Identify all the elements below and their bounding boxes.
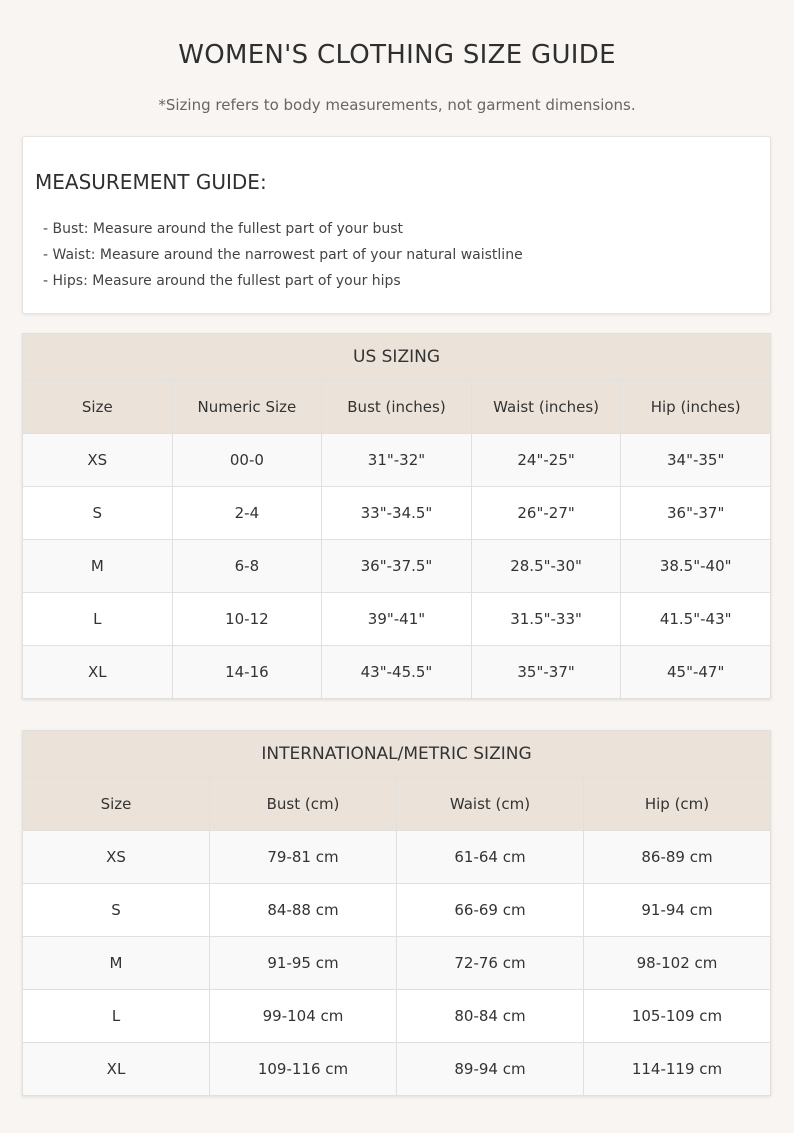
us-sizing-table: [22, 333, 771, 699]
table-cell: 24"-25": [471, 434, 621, 487]
table-cell: 45"-47": [621, 646, 771, 699]
us-sizing-title: US SIZING: [23, 334, 771, 381]
table-cell: 26"-27": [471, 487, 621, 540]
table-cell: 00-0: [172, 434, 322, 487]
table-row: [23, 540, 771, 593]
table-row: [23, 990, 771, 1043]
table-cell: 84-88 cm: [210, 884, 397, 937]
us-col-bust: Bust (inches): [322, 381, 472, 434]
table-cell: 99-104 cm: [210, 990, 397, 1043]
table-cell: 36"-37.5": [322, 540, 472, 593]
table-row: [23, 884, 771, 937]
intl-col-size: Size: [23, 778, 210, 831]
table-cell: 34"-35": [621, 434, 771, 487]
table-cell: L: [23, 990, 210, 1043]
intl-sizing-title: INTERNATIONAL/METRIC SIZING: [23, 731, 771, 778]
table-row: [23, 937, 771, 990]
table-cell: 66-69 cm: [397, 884, 584, 937]
table-row: [23, 1043, 771, 1096]
table-cell: 28.5"-30": [471, 540, 621, 593]
table-cell: 43"-45.5": [322, 646, 472, 699]
table-cell: 79-81 cm: [210, 831, 397, 884]
table-cell: 39"-41": [322, 593, 472, 646]
page-title: WOMEN'S CLOTHING SIZE GUIDE: [178, 40, 616, 70]
table-cell: 91-95 cm: [210, 937, 397, 990]
table-cell: S: [23, 487, 173, 540]
measurement-guide-title: MEASUREMENT GUIDE:: [35, 170, 267, 194]
table-row: [23, 434, 771, 487]
table-cell: 114-119 cm: [584, 1043, 771, 1096]
measurement-item-hips: - Hips: Measure around the fullest part of your hips: [43, 273, 401, 289]
table-cell: 36"-37": [621, 487, 771, 540]
measurement-guide-list: [43, 216, 523, 294]
table-cell: L: [23, 593, 173, 646]
us-col-waist: Waist (inches): [471, 381, 621, 434]
table-cell: 33"-34.5": [322, 487, 472, 540]
table-cell: XL: [23, 1043, 210, 1096]
table-cell: 10-12: [172, 593, 322, 646]
table-cell: 105-109 cm: [584, 990, 771, 1043]
table-cell: 31.5"-33": [471, 593, 621, 646]
table-cell: 35"-37": [471, 646, 621, 699]
table-row: [23, 831, 771, 884]
measurement-item-bust: - Bust: Measure around the fullest part of your bust: [43, 221, 403, 237]
table-cell: 91-94 cm: [584, 884, 771, 937]
measurement-item-waist: - Waist: Measure around the narrowest part of your natural waistline: [43, 247, 523, 263]
intl-col-hip: Hip (cm): [584, 778, 771, 831]
table-cell: 6-8: [172, 540, 322, 593]
intl-col-bust: Bust (cm): [210, 778, 397, 831]
table-cell: XS: [23, 831, 210, 884]
table-cell: XL: [23, 646, 173, 699]
table-cell: 98-102 cm: [584, 937, 771, 990]
us-col-numeric-size: Numeric Size: [172, 381, 322, 434]
table-cell: 109-116 cm: [210, 1043, 397, 1096]
table-cell: 72-76 cm: [397, 937, 584, 990]
table-cell: S: [23, 884, 210, 937]
table-cell: 14-16: [172, 646, 322, 699]
table-cell: XS: [23, 434, 173, 487]
table-cell: 31"-32": [322, 434, 472, 487]
page-subtitle: *Sizing refers to body measurements, not garment dimensions.: [158, 96, 636, 114]
table-cell: M: [23, 937, 210, 990]
us-col-hip: Hip (inches): [621, 381, 771, 434]
measurement-guide-card: [22, 136, 771, 314]
intl-col-waist: Waist (cm): [397, 778, 584, 831]
us-col-size: Size: [23, 381, 173, 434]
table-cell: M: [23, 540, 173, 593]
table-cell: 89-94 cm: [397, 1043, 584, 1096]
table-row: [23, 646, 771, 699]
intl-sizing-table: [22, 730, 771, 1096]
table-cell: 80-84 cm: [397, 990, 584, 1043]
table-cell: 41.5"-43": [621, 593, 771, 646]
table-cell: 61-64 cm: [397, 831, 584, 884]
table-cell: 86-89 cm: [584, 831, 771, 884]
table-cell: 2-4: [172, 487, 322, 540]
table-cell: 38.5"-40": [621, 540, 771, 593]
table-row: [23, 593, 771, 646]
table-row: [23, 487, 771, 540]
